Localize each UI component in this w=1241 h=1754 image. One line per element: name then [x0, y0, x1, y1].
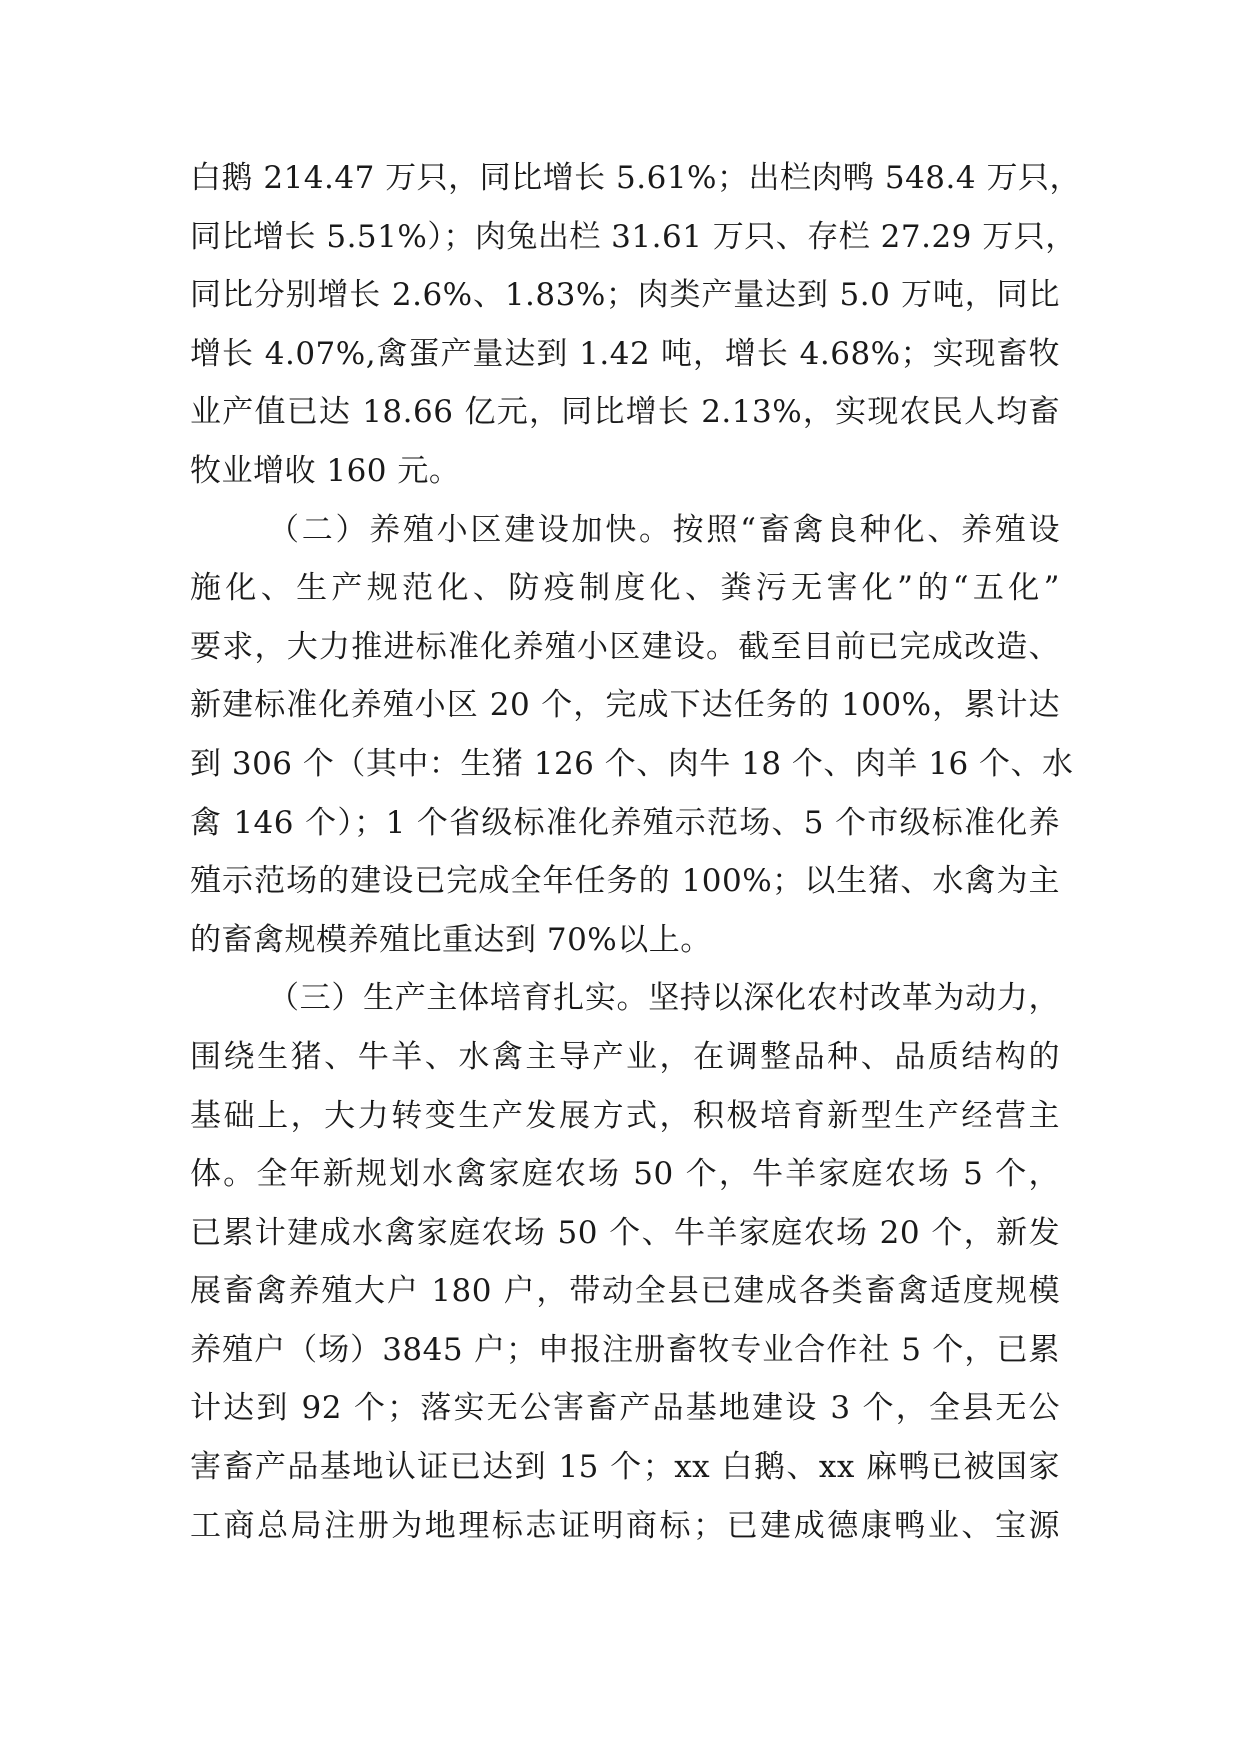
text-line: 殖示范场的建设已完成全年任务的 100%；以生猪、水禽为主: [190, 863, 1060, 900]
text-line: 禽 146 个）；1 个省级标准化养殖示范场、5 个市级标准化养: [190, 804, 1060, 841]
text-line: 要求，大力推进标准化养殖小区建设。截至目前已完成改造、: [190, 628, 1060, 665]
text-line: 牧业增收 160 元。: [190, 452, 461, 489]
text-line: 工商总局注册为地理标志证明商标；已建成德康鸭业、宝源: [190, 1507, 1060, 1544]
section-heading-line: （三）生产主体培育扎实。坚持以深化农村改革为动力，: [268, 980, 1060, 1017]
body-text: [190, 158, 1081, 1564]
text-line: 体。全年新规划水禽家庭农场 50 个，牛羊家庭农场 5 个，: [190, 1156, 1060, 1193]
section-heading-line: （二）养殖小区建设加快。按照“畜禽良种化、养殖设: [268, 511, 1060, 548]
text-line: 基础上，大力转变生产发展方式，积极培育新型生产经营主: [190, 1097, 1060, 1134]
text-line: 白鹅 214.47 万只，同比增长 5.61%；出栏肉鸭 548.4 万只，: [190, 160, 1081, 196]
text-line: 增长 4.07%,禽蛋产量达到 1.42 吨，增长 4.68%；实现畜牧: [190, 335, 1060, 372]
text-line: 计达到 92 个；落实无公害畜产品基地建设 3 个，全县无公: [190, 1390, 1060, 1427]
text-line: 业产值已达 18.66 亿元，同比增长 2.13%，实现农民人均畜: [190, 394, 1060, 431]
text-line: 的畜禽规模养殖比重达到 70%以上。: [190, 921, 712, 958]
text-line: 已累计建成水禽家庭农场 50 个、牛羊家庭农场 20 个，新发: [190, 1214, 1060, 1251]
text-line: 围绕生猪、牛羊、水禽主导产业，在调整品种、品质结构的: [190, 1038, 1060, 1075]
text-line: 同比增长 5.51%）；肉兔出栏 31.61 万只、存栏 27.29 万只，: [190, 218, 1077, 255]
text-line: 到 306 个（其中：生猪 126 个、肉牛 18 个、肉羊 16 个、水: [190, 745, 1074, 782]
text-line: 害畜产品基地认证已达到 15 个；xx 白鹅、xx 麻鸭已被国家: [190, 1449, 1060, 1486]
text-line: 养殖户（场）3845 户；申报注册畜牧专业合作社 5 个，已累: [190, 1331, 1060, 1368]
text-line: 新建标准化养殖小区 20 个，完成下达任务的 100%，累计达: [190, 687, 1060, 724]
text-line: 同比分别增长 2.6%、1.83%；肉类产量达到 5.0 万吨，同比: [190, 277, 1060, 314]
text-line: 展畜禽养殖大户 180 户，带动全县已建成各类畜禽适度规模: [190, 1273, 1060, 1310]
text-line: 施化、生产规范化、防疫制度化、粪污无害化”的“五化”: [190, 570, 1060, 607]
